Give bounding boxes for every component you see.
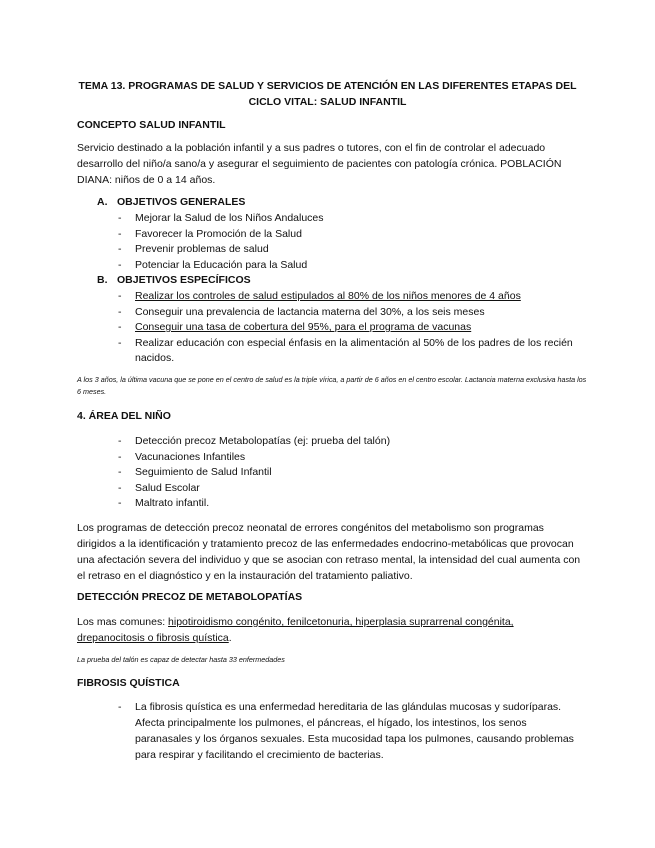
nota-prueba-talon: La prueba del talón es capaz de detectar hasta 33 enfermedades: [77, 655, 285, 664]
list-item: - La fibrosis quística es una enfermedad hereditaria de las glándulas mucosas y sudoríparas. Afecta principalmente los pulmones, el páncreas, el hígado, los intestinos, los senos paranasales y los órganos sexuales. Esta mucosidad tapa los pulmones, causando problemas para respirar y facilitando el crecimiento de bacterias.: [118, 701, 574, 761]
fibrosis-list: [0, 699, 655, 763]
list-item: - Seguimiento de Salud Infantil: [118, 466, 272, 478]
programas-paragraph: Los programas de detección precoz neonatal de errores congénitos del metabolismo son programas dirigidos a la identificación y tratamiento precoz de las enfermedades endocrino-metabólicas que provocan una afectación severa del individuo y que se asocian con retraso mental, la intensidad del cual aumenta con el retraso en el diagnóstico y en la instauración del tratamiento paliativo.: [77, 522, 581, 582]
deteccion-paragraph: Los mas comunes: hipotiroidismo congénito, fenilcetonuria, hiperplasia suprarrenal congénita, drepanocitosis o fibrosis quística.: [77, 616, 514, 644]
list-item: - Conseguir una prevalencia de lactancia materna del 30%, a los seis meses: [118, 305, 485, 318]
list-item: - Salud Escolar: [118, 481, 200, 494]
concepto-heading: CONCEPTO SALUD INFANTIL: [77, 119, 226, 131]
section-title: OBJETIVOS GENERALES: [117, 196, 246, 208]
list-item: - Maltrato infantil.: [118, 497, 210, 509]
list-item: - Potenciar la Educación para la Salud: [118, 258, 308, 271]
objetivos-generales-heading: [97, 196, 245, 208]
fibrosis-heading: FIBROSIS QUÍSTICA: [77, 677, 180, 689]
document-title: TEMA 13. PROGRAMAS DE SALUD Y SERVICIOS DE ATENCIÓN EN LAS DIFERENTES ETAPAS DEL CICLO VITAL: SALUD INFANTIL: [78, 80, 577, 108]
list-item: - Favorecer la Promoción de la Salud: [118, 227, 302, 240]
section-title: OBJETIVOS ESPECÍFICOS: [117, 274, 251, 286]
concepto-paragraph: Servicio destinado a la población infantil y a sus padres o tutores, con el fin de controlar el adecuado desarrollo del niño/a sano/a y asegurar el seguimiento de pacientes con patología crónica. POBLACIÓN DIANA: niños de 0 a 14 años.: [77, 142, 562, 186]
section-letter: A.: [97, 196, 108, 208]
nota-vacunas: A los 3 años, la última vacuna que se pone en el centro de salud es la triple vírica, a partir de 6 años en el centro escolar. Lactancia materna exclusiva hasta los 6 meses.: [77, 375, 587, 396]
list-item: - Realizar los controles de salud estipulados al 80% de los niños menores de 4 años: [118, 290, 521, 302]
area-nino-list: [0, 434, 655, 512]
list-item: - Realizar educación con especial énfasis en la alimentación al 50% de los padres de los recién nacidos.: [118, 336, 573, 364]
section-letter: B.: [97, 274, 108, 286]
objetivos-especificos-heading: [97, 274, 251, 286]
area-nino-heading: 4. ÁREA DEL NIÑO: [77, 410, 171, 422]
list-item: - Vacunaciones Infantiles: [118, 450, 246, 463]
list-item: - Prevenir problemas de salud: [118, 243, 269, 255]
list-item: - Detección precoz Metabolopatías (ej: prueba del talón): [118, 435, 391, 447]
objetivos-generales-list: [0, 211, 655, 273]
objetivos-especificos-list: [0, 289, 655, 367]
list-item: - Conseguir una tasa de cobertura del 95%, para el programa de vacunas: [118, 321, 472, 333]
list-item: - Mejorar la Salud de los Niños Andaluces: [118, 212, 324, 224]
deteccion-heading: DETECCIÓN PRECOZ DE METABOLOPATÍAS: [77, 591, 303, 603]
